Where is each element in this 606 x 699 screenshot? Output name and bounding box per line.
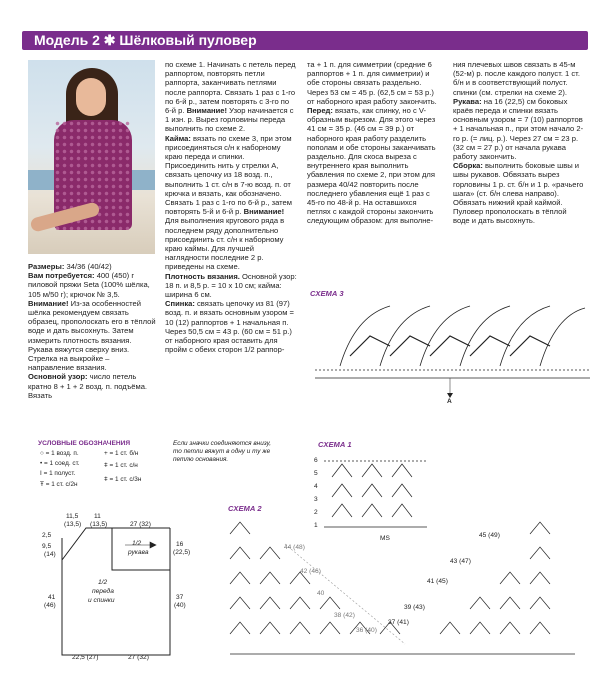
- schema1-row-1: 1: [314, 522, 318, 529]
- edging-value: вязать по схеме 3, при этом присоединяться с/н к наборному краю переда и спинки. Присоединить нить у стрелки А, связать цепочку из 18 возд. п., выполнить 1 ст. с/н в 7-ю возд. п. от крючка и вязать, как обозначено. Связать 1 раз с 1-го по 6-й р., затем повторять 5-й и 6-й р.: [165, 133, 292, 217]
- edging-label: Кайма:: [165, 133, 191, 143]
- body-label-1: 1/2: [98, 579, 108, 586]
- ms-label: MS: [380, 535, 390, 542]
- legend-item-3: Ι = 1 полуст.: [40, 470, 76, 477]
- dim-right-40: (40): [174, 602, 186, 609]
- schema1-row-2: 2: [314, 509, 318, 516]
- arrow-a-label: A: [447, 398, 452, 405]
- back-value: связать цепочку из 81 (97) возд. п. и вязать основным узором = 10 (12) раппортов + 1 начальная п. Через 50,5 см = 43 р. (60 см = 51 р.) от наборного края оставить для пройм с обеих сторон 1/2 раппор-: [165, 299, 294, 355]
- dim-side-25: 2,5: [42, 532, 52, 539]
- back-label: Спинка:: [165, 299, 195, 309]
- dim-sleeve-16: 16: [176, 541, 184, 548]
- schema2-left-40: 40: [317, 590, 325, 597]
- schema2-diagram: [225, 514, 580, 664]
- pattern-label: Основной узор:: [28, 372, 88, 382]
- schema2-right-45: 45 (49): [479, 532, 500, 539]
- body-label-2: переда: [92, 588, 114, 595]
- schema1-row-5: 5: [314, 470, 318, 477]
- dim-top-b2: (13,5): [90, 521, 108, 528]
- materials-value: 400 (450) г пиловой пряжи Seta (100% шёлка, 105 м/50 г); крючок № 3,5.: [28, 271, 150, 299]
- schema1-row-6: 6: [314, 457, 318, 464]
- col4-intro: ния плечевых швов связать в 45-м (52-м) р. после каждого полуст. 1 ст. б/н и в соответствующий полуст. спинки (см. стрелки на схеме 2).: [453, 60, 580, 97]
- schema2-right-43: 43 (47): [450, 558, 471, 565]
- legend-item-5: + = 1 ст. б/н: [104, 450, 139, 457]
- page-title: Модель 2 ✱ Шёлковый пуловер: [34, 32, 257, 48]
- schema2-right-39: 39 (43): [404, 604, 425, 611]
- materials-label: Вам потребуется:: [28, 271, 95, 281]
- dim-body-41: 41: [48, 594, 56, 601]
- schema2-left-38: 38 (42): [334, 612, 355, 619]
- schema2-left-42: 42 (46): [300, 568, 321, 575]
- dim-body-46: (46): [44, 602, 56, 609]
- density-label: Плотность вязания.: [165, 271, 240, 281]
- dim-bottom-a: 22,5 (27): [72, 654, 99, 661]
- dim-sleeve-width: 27 (32): [130, 521, 151, 528]
- schema1-row-4: 4: [314, 483, 318, 490]
- legend-note: Если значки соединяются внизу, то петли вяжут в одну и ту же петлю основания.: [173, 440, 272, 463]
- sleeve-label-1: 1/2: [132, 540, 142, 547]
- attention2-label: Внимание!: [243, 207, 285, 217]
- legend-item-6: ǂ = 1 ст. с/н: [104, 462, 138, 469]
- assembly-value: выполнить боковые швы и швы рукавов. Обвязать вырез горловины 1 р. ст. б/н и 1 р. «рачьего шага» (ст. б/н слева направо). Обвязать нижний край каймой. Пуловер прополоскать в тёплой воде и дать высохнуть.: [453, 161, 584, 226]
- sizes-label: Размеры:: [28, 262, 65, 271]
- dim-right-37: 37: [176, 594, 184, 601]
- legend-title: УСЛОВНЫЕ ОБОЗНАЧЕНИЯ: [38, 440, 131, 447]
- assembly-label: Сборка:: [453, 161, 483, 171]
- sleeve-label-2: рукава: [128, 549, 149, 556]
- density-value: Основной узор: 18 п. и 8,5 р. = 10 х 10 см; кайма: ширина 6 см.: [165, 271, 297, 300]
- dim-top-b: 11: [94, 513, 101, 520]
- legend-item-4: Ŧ = 1 ст. с/2н: [40, 481, 78, 488]
- schema2-left-36: 36 (40): [356, 627, 377, 634]
- pattern-value: число петель кратно 8 + 1 + 2 возд. п. подъёма. Вязать: [28, 372, 148, 400]
- dim-bottom-b: 27 (32): [128, 654, 149, 661]
- schema1-title: СХЕМА 1: [318, 440, 352, 449]
- attention-label: Внимание!: [28, 298, 69, 308]
- attention1-value: Узор начинается с 1 изн. р. Вырез горловины переда выполнить по схеме 2.: [165, 106, 294, 134]
- schema2-right-37: 37 (41): [388, 619, 409, 626]
- dim-top-a2: (13,5): [64, 521, 82, 528]
- body-label-3: и спинки: [88, 597, 115, 604]
- col2-intro: по схеме 1. Начинать с петель перед раппортом, повторять петли раппорта, заканчивать петлями после раппорта. Связать 1 раз с 1-го по 6-й р., затем повторять с 3-го по 6-й р.: [165, 60, 296, 116]
- dim-sleeve-225: (22,5): [173, 549, 191, 556]
- col3-intro: та + 1 п. для симметрии (средние 6 раппортов + 1 п. для симметрии) и обе стороны связать раздельно. Через 53 см = 45 р. (62,5 см = 53 р.) от наборного края работу закончить.: [307, 60, 437, 106]
- sleeves-value: на 16 (22,5) см боковых краёв переда и спинки вязать основным узором = 7 (10) раппортов + 1 начальная п., при этом начало 2-го р. (= лиц. р.). Через 27 см = 23 р. (32 см = 27 р.) от начала рукава работу закончить.: [453, 96, 584, 162]
- attention2-value: Для выполнения кругового ряда в последнем ряду дополнительно присоединить ст. с/н к наборному краю каймы. Для лучшей наглядности последние 2 р. приведены на схеме.: [165, 216, 285, 272]
- legend-item-1: ○ = 1 возд. п.: [40, 450, 79, 457]
- dim-top-a: 11,5: [66, 513, 79, 520]
- attention-value: Из-за особенностей шёлка рекомендуем связать образец, прополоскать его в тёплой воде и дать высохнуть. Затем измерить плотность вязания. Рукава вяжутся сверху вниз. Стрелка на выкройке – направление вязания.: [28, 298, 156, 373]
- dim-side-95: 9,5: [42, 543, 52, 550]
- legend-item-2: • = 1 соед. ст.: [40, 460, 80, 467]
- sizes-value: 34/36 (40/42): [64, 262, 112, 271]
- sleeves-label: Рукава:: [453, 96, 482, 106]
- front-value: вязать, как спинку, но с V-образным вырезом. Для этого через 41 см = 35 р. (46 см = 39 р.) от наборного края работу разделить пополам и обе стороны заканчивать раздельно. Для скоса выреза с внутреннего края выполнить убавления по схеме 2, при этом для размера 40/42 повторить после последнего убавления ещё 1 раз с 45-го по 48-й р. На оставшихся петлях с каждой стороны закончить следующим образом: для выполне-: [307, 106, 436, 226]
- front-label: Перед:: [307, 106, 333, 116]
- schema2-title: СХЕМА 2: [228, 504, 262, 513]
- schema1-row-3: 3: [314, 496, 318, 503]
- schema3-title: СХЕМА 3: [310, 289, 344, 298]
- schema2-left-44: 44 (48): [284, 544, 305, 551]
- dim-side-14: (14): [44, 551, 56, 558]
- attention1-label: Внимание!: [186, 106, 228, 116]
- schema2-right-41: 41 (45): [427, 578, 448, 585]
- legend-item-7: ǂ = 1 ст. с/3н: [104, 476, 142, 483]
